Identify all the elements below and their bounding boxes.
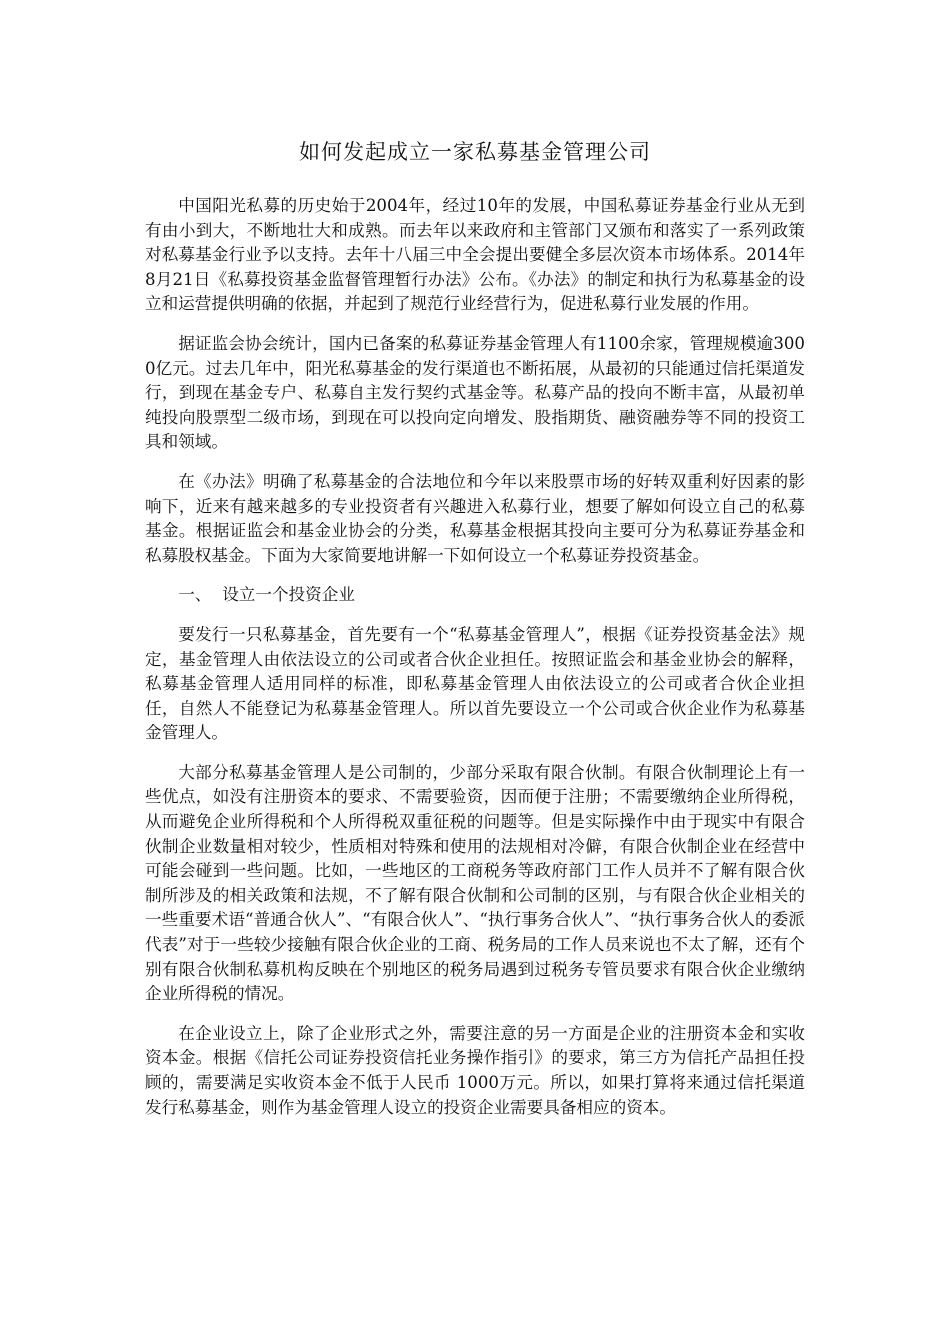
intro-paragraph-3: 在《办法》明确了私募基金的合法地位和今年以来股票市场的好转双重利好因素的影响下，近来有越来越多的专业投资者有兴趣进入私募行业，想要了解如何设立自己的私募基金。根据证监会和基金业协会的分类，私募基金根据其投向主要可分为私募证券基金和私募股权基金。下面为大家简要地讲解一下如何设立一个私募证券投资基金。 bbox=[145, 471, 805, 565]
section-number: 一、 bbox=[178, 585, 212, 605]
section-title: 设立一个投资企业 bbox=[222, 585, 355, 605]
section-paragraph-3: 在企业设立上，除了企业形式之外，需要注意的另一方面是企业的注册资本金和实收资本金。根据《信托公司证券投资信托业务操作指引》的要求，第三方为信托产品担任投顾的，需要满足实收资本金不低于人民币 1000万元。所以，如果打算将来通过信托渠道发行私募基金，则作为基金管理人设立的投资企业需要具备相应的资本。 bbox=[145, 1023, 805, 1117]
section-paragraph-2: 大部分私募基金管理人是公司制的，少部分采取有限合伙制。有限合伙制理论上有一些优点，如没有注册资本的要求、不需要验资，因而便于注册；不需要缴纳企业所得税，从而避免企业所得税和个人所得税双重征税的问题等。但是实际操作中由于现实中有限合伙制企业数量相对较少，性质相对特殊和使用的法规相对冷僻，有限合伙制企业在经营中可能会碰到一些问题。比如，一些地区的工商税务等政府部门工作人员并不了解有限合伙制所涉及的相关政策和法规，不了解有限合伙制和公司制的区别，与有限合伙企业相关的一些重要术语“普通合伙人”、“有限合伙人”、“执行事务合伙人”、“执行事务合伙人的委派代表”对于一些较少接触有限合伙企业的工商、税务局的工作人员来说也不太了解，还有个别有限合伙制私募机构反映在个别地区的税务局遇到过税务专管员要求有限合伙企业缴纳企业所得税的情况。 bbox=[145, 762, 805, 1004]
section-heading bbox=[145, 583, 805, 608]
document-body bbox=[145, 136, 805, 1135]
section-paragraph-1: 要发行一只私募基金，首先要有一个“私募基金管理人”，根据《证券投资基金法》规定，基金管理人由依法设立的公司或者合伙企业担任。按照证监会和基金业协会的解释，私募基金管理人适用同样的标准，即私募基金管理人由依法设立的公司或者合伙企业担任，自然人不能登记为私募基金管理人。所以首先要设立一个公司或合伙企业作为私募基金管理人。 bbox=[145, 624, 805, 743]
document-title: 如何发起成立一家私募基金管理公司 bbox=[299, 140, 651, 164]
intro-paragraph-1: 中国阳光私募的历史始于2004年，经过10年的发展，中国私募证券基金行业从无到有由小到大，不断地壮大和成熟。而去年以来政府和主管部门又颁布和落实了一系列政策对私募基金行业予以支持。去年十八届三中全会提出要健全多层次资本市场体系。2014年8月21日《私募投资基金监督管理暂行办法》公布。《办法》的制定和执行为私募基金的设立和运营提供明确的依据，并起到了规范行业经营行为，促进私募行业发展的作用。 bbox=[145, 196, 805, 314]
intro-paragraph-2: 据证监会协会统计，国内已备案的私募证券基金管理人有1100余家，管理规模逾3000亿元。过去几年中，阳光私募基金的发行渠道也不断拓展，从最初的只能通过信托渠道发行，到现在基金专户、私募自主发行契约式基金等。私募产品的投向不断丰富，从最初单纯投向股票型二级市场，到现在可以投向定向增发、股指期货、融资融券等不同的投资工具和领域。 bbox=[145, 333, 805, 452]
